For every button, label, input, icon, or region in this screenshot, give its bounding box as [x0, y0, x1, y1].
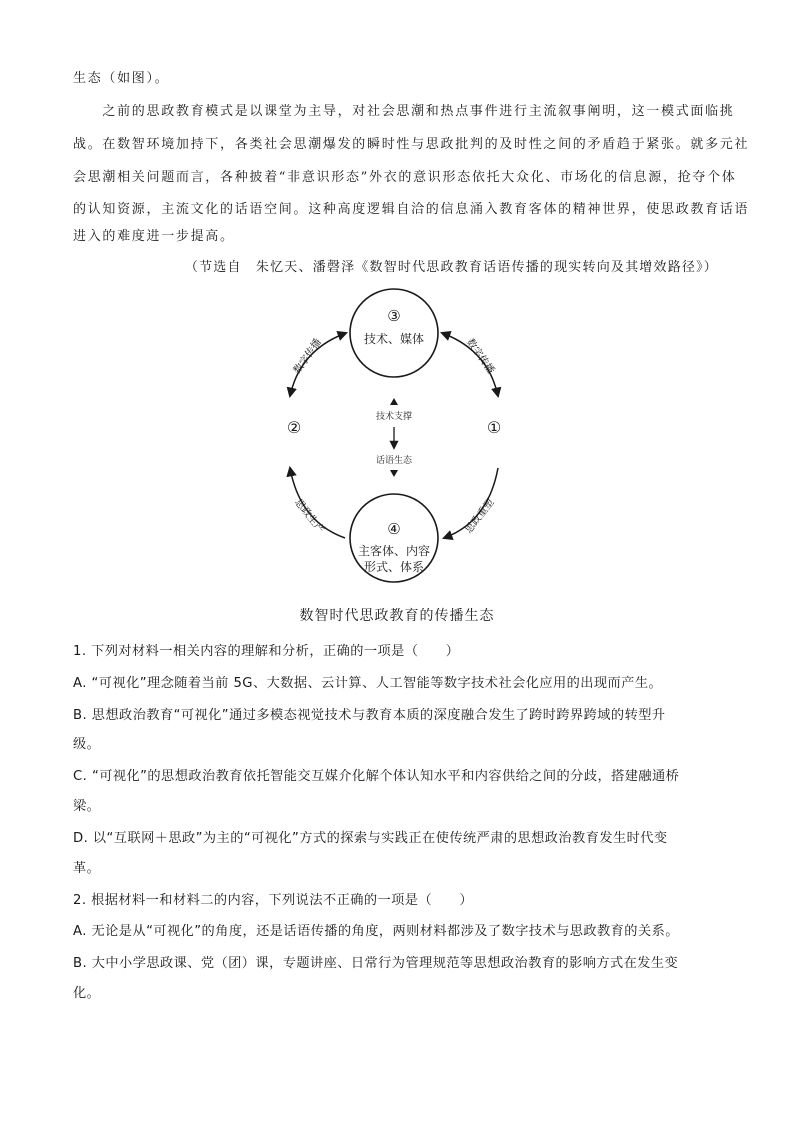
passage-line-3: 战。在数智环境加持下，各类社会思潮爆发的瞬时性与思政批判的及时性之间的矛盾趋于紧张。就多元社: [73, 137, 750, 152]
label-bottom-left: 思政生产: [292, 497, 326, 536]
question-1-stem: 1. 下列对材料一相关内容的理解和分析，正确的一项是（ ）: [73, 644, 460, 659]
node-3-label: 技术、媒体: [363, 332, 425, 346]
question-1-option-a: A. “可视化”理念随着当前 5G、大数据、云计算、人工智能等数字技术社会化应用的出现而产生。: [73, 676, 663, 691]
center-up-triangle: [390, 398, 398, 405]
question-1-option-d-cont: 革。: [73, 861, 101, 876]
label-top-right: 数字传播: [464, 337, 497, 377]
passage-line-1: 生态（如图）。: [73, 71, 170, 86]
passage-line-6: 进入的难度进一步提高。: [73, 229, 235, 244]
node-4-label-1: 主客体、内容: [357, 544, 431, 558]
diagram-caption: 数智时代思政教育的传播生态: [299, 608, 495, 624]
node-2-number: ②: [286, 418, 302, 437]
node-4-number: ④: [387, 520, 401, 538]
label-top-left: 数字传播: [291, 337, 324, 377]
center-down-triangle: [390, 470, 398, 477]
question-1-option-c-cont: 梁。: [73, 799, 101, 814]
question-1-option-d: D. 以“互联网＋思政”为主的“可视化”方式的探索与实践正在使传统严肃的思想政治教育发生时代变: [73, 831, 668, 846]
passage-line-5: 的认知资源，主流文化的话语空间。这种高度逻辑自洽的信息涌入教育客体的精神世界，使思政教育话语: [73, 202, 750, 217]
node-1-number: ①: [486, 418, 502, 437]
node-4-label-2: 形式、体系: [363, 560, 425, 574]
passage-line-2: 之前的思政教育模式是以课堂为主导，对社会思潮和热点事件进行主流叙事阐明，这一模式面临挑: [73, 104, 735, 119]
source-citation: （节选自 朱忆天、潘磬泽《数智时代思政教育话语传播的现实转向及其增效路径》）: [184, 260, 718, 275]
question-2-option-b: B. 大中小学思政课、党（团）课，专题讲座、日常行为管理规范等思想政治教育的影响方式在发生变: [73, 956, 679, 971]
node-3-number: ③: [387, 307, 401, 325]
center-top-label: 技术支撑: [375, 412, 413, 422]
passage-line-4: 会思潮相关问题而言，各种披着“非意识形态”外衣的意识形态依托大众化、市场化的信息源，抢夺个体: [73, 170, 737, 185]
question-1-option-b: B. 思想政治教育“可视化”通过多模态视觉技术与教育本质的深度融合发生了跨时跨界跨域的转型升: [73, 708, 666, 723]
question-2-option-a: A. 无论是从“可视化”的角度，还是话语传播的角度，两则材料都涉及了数字技术与思政教育的关系。: [73, 924, 679, 939]
question-2-option-b-cont: 化。: [73, 986, 101, 1001]
label-bottom-right: 思政重塑: [463, 497, 497, 536]
question-1-option-b-cont: 级。: [73, 737, 101, 752]
center-bottom-label: 话语生态: [375, 456, 413, 466]
question-2-stem: 2. 根据材料一和材料二的内容，下列说法不正确的一项是（ ）: [73, 893, 473, 908]
question-1-option-c: C. “可视化”的思想政治教育依托智能交互媒介化解个体认知水平和内容供给之间的分歧，搭建融通桥: [73, 769, 680, 784]
